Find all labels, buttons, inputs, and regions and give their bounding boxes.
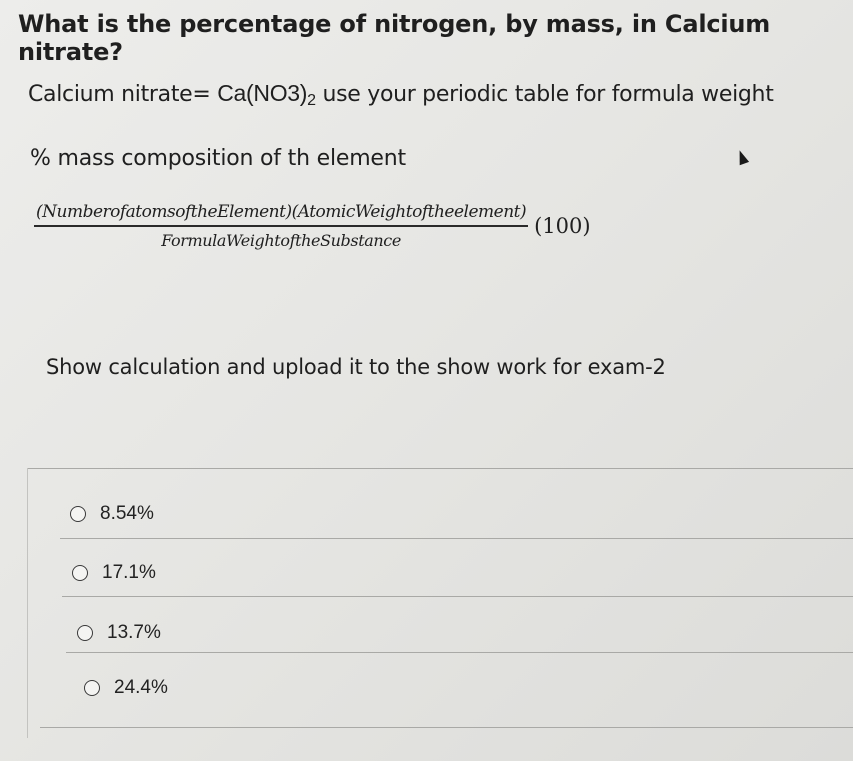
radio-button-icon[interactable]	[84, 680, 100, 696]
separator	[40, 727, 853, 728]
separator	[60, 538, 853, 539]
option-label: 17.1%	[102, 562, 156, 583]
radio-button-icon[interactable]	[70, 506, 86, 522]
answer-option-3[interactable]	[77, 622, 161, 644]
question-title: What is the percentage of nitrogen, by mass, in Calcium nitrate?	[18, 10, 771, 66]
mass-percent-equation	[34, 202, 591, 250]
formula-suffix: use your periodic table for formula weight	[322, 82, 774, 107]
radio-button-icon[interactable]	[72, 565, 88, 581]
answer-option-4[interactable]	[84, 677, 168, 699]
left-divider	[27, 468, 28, 738]
formula-line	[28, 80, 774, 110]
fraction-denominator: FormulaWeightoftheSubstance	[161, 231, 401, 250]
option-label: 24.4%	[114, 677, 168, 698]
separator	[28, 468, 853, 469]
option-label: 13.7%	[107, 622, 161, 643]
fraction-multiplier: (100)	[534, 214, 591, 238]
radio-button-icon[interactable]	[77, 625, 93, 641]
chemical-formula: $Ca(NO3)_2$	[217, 80, 316, 109]
option-label: 8.54%	[100, 503, 154, 524]
mass-composition-heading: % mass composition of th element	[30, 146, 406, 171]
separator	[62, 596, 853, 597]
answer-option-2[interactable]	[72, 562, 156, 584]
show-work-instruction: Show calculation and upload it to the show work for exam-2	[46, 355, 666, 379]
separator	[66, 652, 853, 653]
formula-prefix: Calcium nitrate=	[28, 82, 211, 107]
fraction	[34, 202, 528, 250]
mouse-cursor-icon	[735, 149, 749, 166]
fraction-numerator: (NumberofatomsoftheElement)(AtomicWeightoftheelement)	[34, 202, 528, 227]
answer-option-1[interactable]	[70, 503, 154, 525]
